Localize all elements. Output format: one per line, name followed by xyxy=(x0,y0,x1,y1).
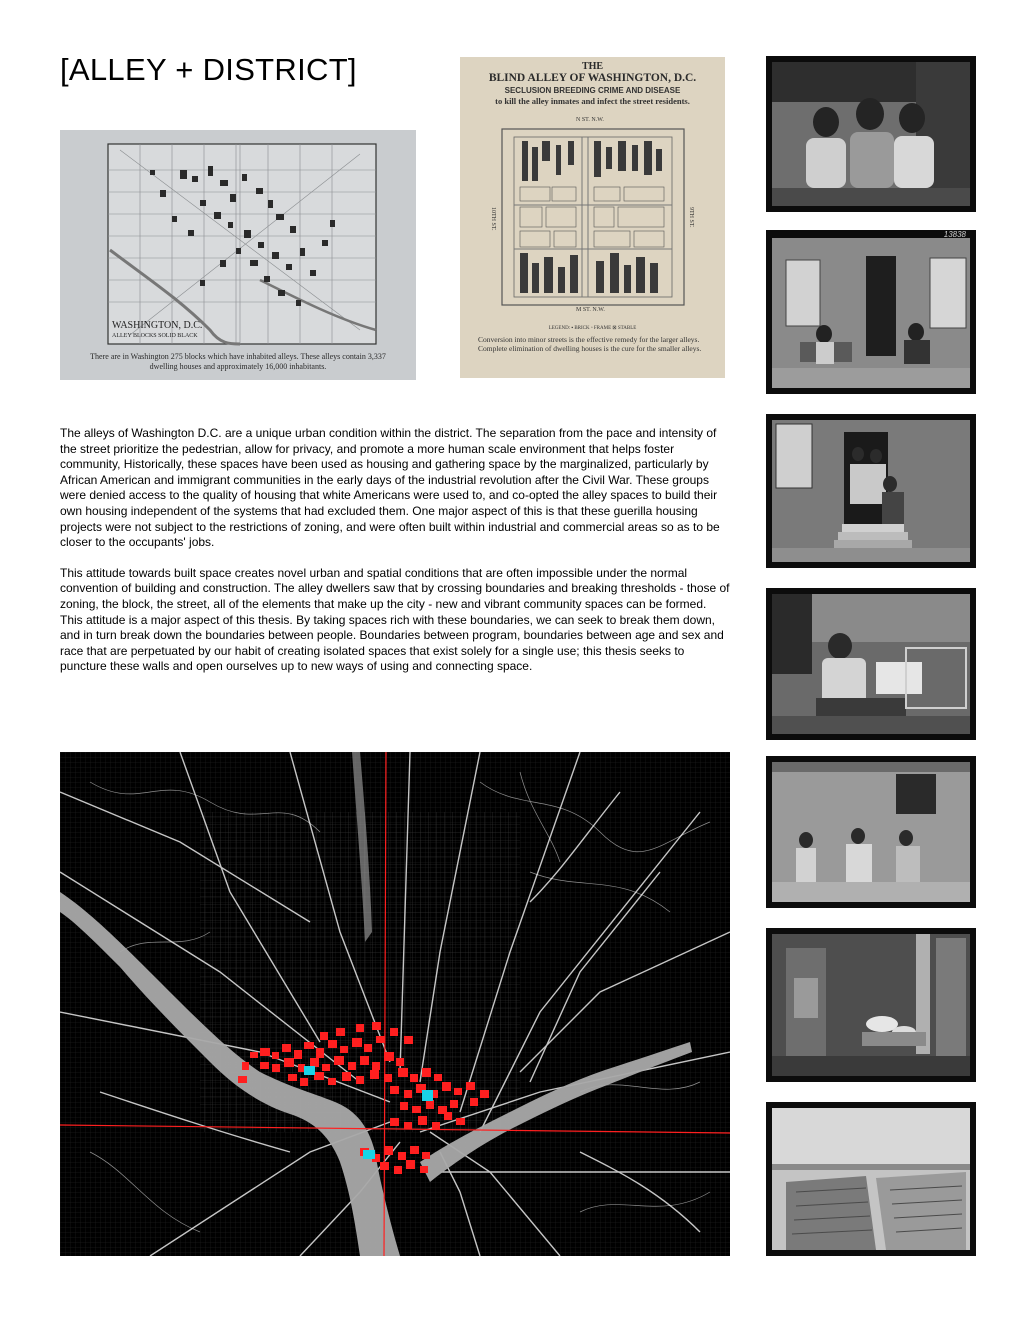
poster-headline: BLIND ALLEY OF WASHINGTON, D.C. xyxy=(488,72,697,84)
poster-footer xyxy=(478,335,718,353)
poster-street-bottom: M ST. N.W. xyxy=(576,307,605,313)
poster-subhead: SECLUSION BREEDING CRIME AND DISEASE xyxy=(504,86,681,95)
photo-2-image xyxy=(766,230,976,394)
poster-the: THE xyxy=(581,61,604,72)
body-text xyxy=(60,426,732,690)
poster-street-top: N ST. N.W. xyxy=(576,117,604,123)
district-alley-map xyxy=(60,752,730,1256)
photo-7-image xyxy=(766,1102,976,1256)
blind-alley-poster xyxy=(460,57,725,378)
photo-1-image xyxy=(766,56,976,212)
historic-map-drawing xyxy=(60,130,416,380)
photo-4-image xyxy=(766,588,976,740)
page-title: [ALLEY + DISTRICT] xyxy=(60,52,357,87)
photo-2-negative-number: 13838 xyxy=(943,230,966,239)
photo-rooftops-aerial xyxy=(766,1102,976,1256)
photo-three-men-seated xyxy=(766,756,976,908)
photo-3-image xyxy=(766,414,976,568)
poster-subhead-2: to kill the alley inmates and infect the street residents. xyxy=(495,96,690,106)
paragraph-1: The alleys of Washington D.C. are a unique urban condition within the district. The separation from the pace and intensity of the street prioritize the pedestrian, allow for privacy, and promote a more human scale environment that helps foster community, Historically, these spaces have been used as housing and gathering space by the marginalized, particularly by African American and immigrant communities in the early days of the industrial revolution after the Civil War. These groups were denied access to the quality of housing that white Americans were used to, and co-opted the alley spaces to build their own housing independent of the systems that had excluded them. One major aspect of this is that these guerilla housing projects were not subject to the restrictions of zoning, and were often built within industrial and commercial areas so as to be closer to the occupants' jobs. xyxy=(60,426,720,550)
photo-steps-family xyxy=(766,414,976,568)
poster-footer-line-2: Complete elimination of dwelling houses is the cure for the smaller alleys. xyxy=(478,344,702,353)
photo-5-image xyxy=(766,756,976,908)
poster-street-right: 9TH ST. xyxy=(688,207,694,228)
historic-alley-map xyxy=(60,130,416,380)
poster-legend: LEGEND: ▪ BRICK ▫ FRAME ⊠ STABLE xyxy=(548,326,637,331)
photo-interior-kitchen xyxy=(766,928,976,1082)
poster-street-left: 10TH ST. xyxy=(490,207,496,231)
caption-line-1: There are in Washington 275 blocks which have inhabited alleys. These alleys contain 3,337 xyxy=(90,352,386,361)
historic-map-title: WASHINGTON, D.C. xyxy=(112,320,203,331)
poster-footer-line-1: Conversion into minor streets is the effective remedy for the larger alleys. xyxy=(478,335,700,344)
caption-line-2: dwelling houses and approximately 16,000 inhabitants. xyxy=(149,362,327,371)
photo-children-doorway xyxy=(766,56,976,212)
historic-map-subtitle: ALLEY BLOCKS SOLID BLACK xyxy=(112,333,198,339)
photo-6-image xyxy=(766,928,976,1082)
district-map-drawing xyxy=(60,752,730,1256)
paragraph-2: This attitude towards built space creates novel urban and spatial conditions that are often impossible under the normal convention of building and construction. The alley dwellers saw that by crossing boundaries and breaking thresholds - those of zoning, the block, the street, all of the elements that make up the city - new and vibrant community spaces can be formed. This attitude is a major aspect of this thesis. By taking spaces rich with these boundaries, we can seek to break them down, and in turn break down the boundaries between people. Boundaries between program, boundaries between age and sex and race that are perpetuated by our habit of creating isolated spaces that exist solely for a single use; this thesis seeks to puncture these walls and open ourselves up to new ways of using and connecting space. xyxy=(60,565,730,674)
photo-family-porch xyxy=(766,230,976,394)
photo-man-reading xyxy=(766,588,976,740)
historic-map-caption xyxy=(60,352,416,372)
